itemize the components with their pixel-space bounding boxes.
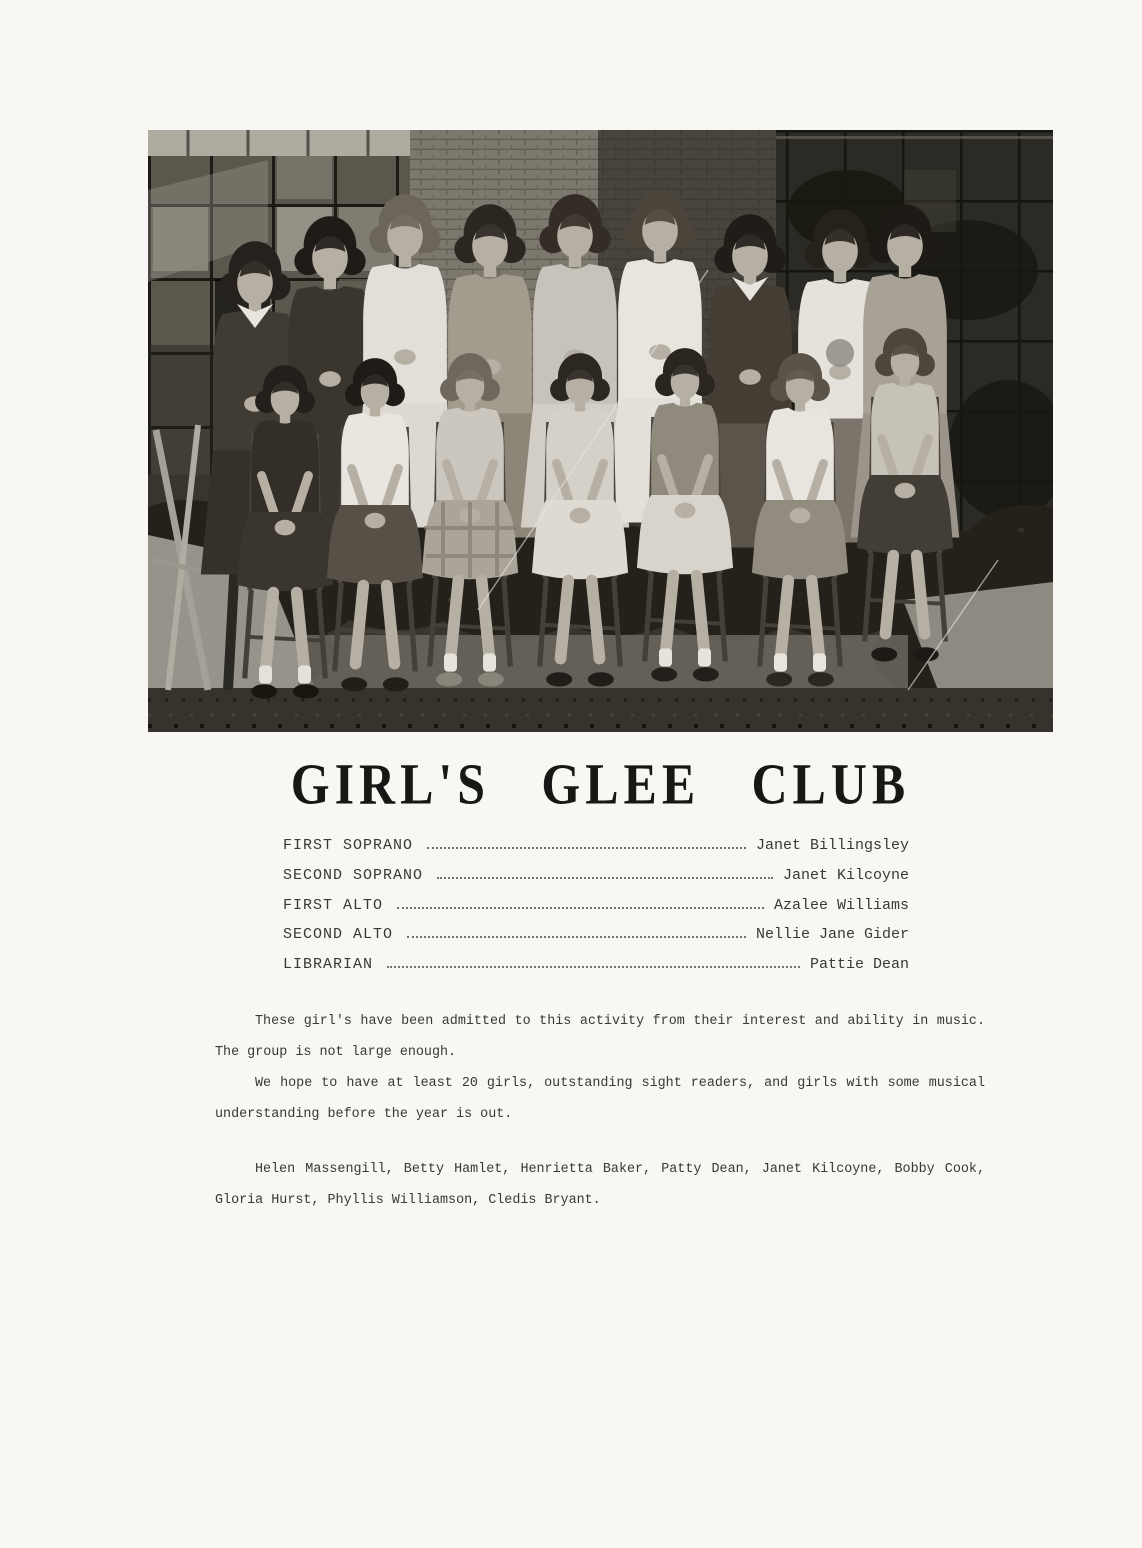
roster-role: SECOND ALTO bbox=[283, 926, 394, 944]
roster-role: FIRST SOPRANO bbox=[283, 837, 414, 854]
member-names-paragraph: Helen Massengill, Betty Hamlet, Henrietta Baker, Patty Dean, Janet Kilcoyne, Bobby Cook, Gloria Hurst, Phyllis Williamson, Cledis Bryant. bbox=[215, 1162, 985, 1208]
roster-name: Janet Billingsley bbox=[755, 837, 909, 854]
roster-row bbox=[283, 867, 909, 897]
roster-row bbox=[283, 956, 909, 986]
group-photo bbox=[148, 130, 1053, 732]
body-paragraph: These girl's have been admitted to this activity from their interest and ability in music. The group is not large enough. bbox=[215, 1014, 985, 1060]
roster-row bbox=[283, 897, 909, 927]
roster-name: Janet Kilcoyne bbox=[782, 866, 909, 884]
roster-name: Pattie Dean bbox=[809, 956, 909, 974]
body-text bbox=[215, 1006, 985, 1216]
grass bbox=[148, 688, 1053, 732]
page-title: GIRL'S GLEE CLUB bbox=[290, 753, 911, 817]
dotted-leader bbox=[397, 906, 764, 909]
dotted-leader bbox=[407, 935, 746, 938]
roster-row bbox=[283, 837, 909, 867]
roster-row bbox=[283, 926, 909, 956]
roster-role: FIRST ALTO bbox=[283, 896, 384, 914]
dotted-leader bbox=[437, 876, 773, 879]
group-photo-illustration bbox=[148, 130, 1053, 732]
roster bbox=[283, 837, 909, 986]
roster-role: LIBRARIAN bbox=[283, 956, 374, 974]
roster-role: SECOND SOPRANO bbox=[283, 866, 424, 884]
roster-name: Azalee Williams bbox=[773, 896, 909, 914]
body-paragraph: We hope to have at least 20 girls, outstanding sight readers, and girls with some musical understanding before the year is out. bbox=[215, 1076, 985, 1122]
roster-name: Nellie Jane Gider bbox=[755, 926, 909, 944]
dotted-leader bbox=[387, 965, 800, 968]
dotted-leader bbox=[427, 846, 746, 849]
